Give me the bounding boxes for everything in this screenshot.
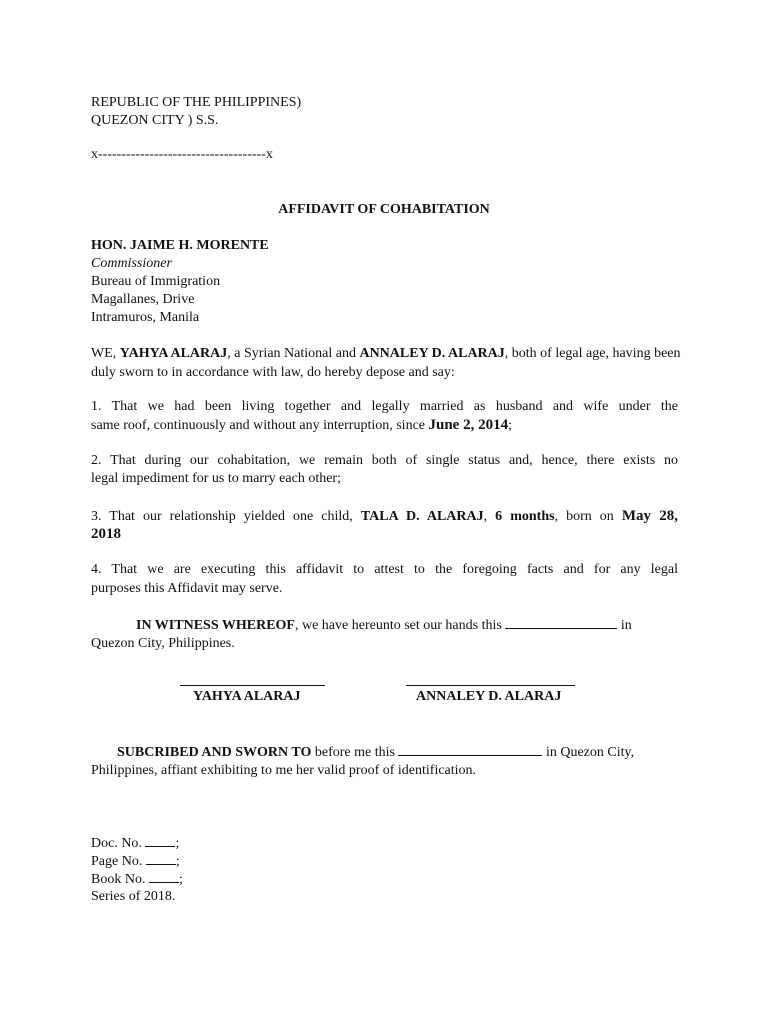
signatory-right: ANNALEY D. ALARAJ [416,689,562,704]
notarial-series: Series of 2018. [91,889,176,904]
jurat-lead: SUBCRIBED AND SWORN TO [117,745,312,760]
document-title: AFFIDAVIT OF COHABITATION [278,202,490,217]
witness-line-2: Quezon City, Philippines. [91,636,235,651]
signature-line-left [180,685,325,686]
notarial-doc-label: Doc. No. [91,836,142,851]
notarial-page [91,852,180,871]
para3-prefix: 3. That our relationship yielded one child, [91,509,353,524]
para2-line-2: legal impediment for us to marry each other; [91,471,341,486]
para3-line-1 [91,507,678,526]
jurat-line-2: Philippines, affiant exhibiting to me her valid proof of identification. [91,763,477,778]
para4-line-1: 4. That we are executing this affidavit to attest to the foregoing facts and for any legal [91,562,678,577]
para1-date: June 2, 2014 [428,417,509,433]
addressee-street: Magallanes, Drive [91,292,195,307]
notarial-page-semicolon: ; [175,854,180,869]
addressee-name: HON. JAIME H. MORENTE [91,238,269,253]
para3-born: , born on [554,509,614,524]
intro-mid-2: , both of legal age, having been [504,346,681,361]
para1-end: ; [508,418,512,433]
para3-age: 6 months [495,509,555,524]
notarial-doc-semicolon: ; [175,836,180,851]
witness-lead: IN WITNESS WHEREOF [136,618,295,633]
notarial-book-blank [149,870,179,883]
intro-mid-1: , a Syrian National and [227,346,356,361]
intro-line-2: duly sworn to in accordance with law, do hereby depose and say: [91,365,455,380]
header-city: QUEZON CITY ) S.S. [91,113,219,128]
notarial-book [91,870,183,889]
notarial-page-blank [146,852,176,865]
para1-text: same roof, continuously and without any interruption, since [91,418,425,433]
signature-line-right [406,685,575,686]
intro-affiant-2: ANNALEY D. ALARAJ [359,346,505,361]
para3-child: TALA D. ALARAJ [360,509,484,524]
para2-line-1: 2. That during our cohabitation, we remain both of single status and, hence, there exists no [91,453,678,468]
jurat-date-blank [398,743,542,756]
notarial-book-label: Book No. [91,872,146,887]
addressee-office: Bureau of Immigration [91,274,221,289]
witness-line-1 [136,616,632,635]
notarial-doc-blank [145,834,175,847]
para4-line-2: purposes this Affidavit may serve. [91,581,283,596]
signatory-left: YAHYA ALARAJ [193,689,301,704]
notarial-book-semicolon: ; [178,872,183,887]
para3-date: May 28, [621,508,679,524]
witness-date-blank [505,616,617,629]
witness-tail: in [620,618,632,633]
para1-line-2 [91,416,512,435]
jurat-line-1 [117,743,634,762]
header-republic: REPUBLIC OF THE PHILIPPINES) [91,95,302,110]
addressee-position: Commissioner [91,256,172,271]
jurat-text: before me this [314,745,395,760]
intro-line-1 [91,345,681,363]
para3-line-2: 2018 [91,526,121,542]
intro-affiant-1: YAHYA ALARAJ [119,346,228,361]
jurat-tail: in Quezon City, [545,745,635,760]
para3-comma: , [483,509,488,524]
intro-we: WE, [91,346,117,361]
notarial-page-label: Page No. [91,854,143,869]
notarial-doc [91,834,179,853]
addressee-city: Intramuros, Manila [91,310,200,325]
para1-line-1: 1. That we had been living together and legally married as husband and wife under the [91,399,678,414]
witness-text: , we have hereunto set our hands this [294,618,502,633]
header-separator: x------------------------------------x [91,147,273,162]
